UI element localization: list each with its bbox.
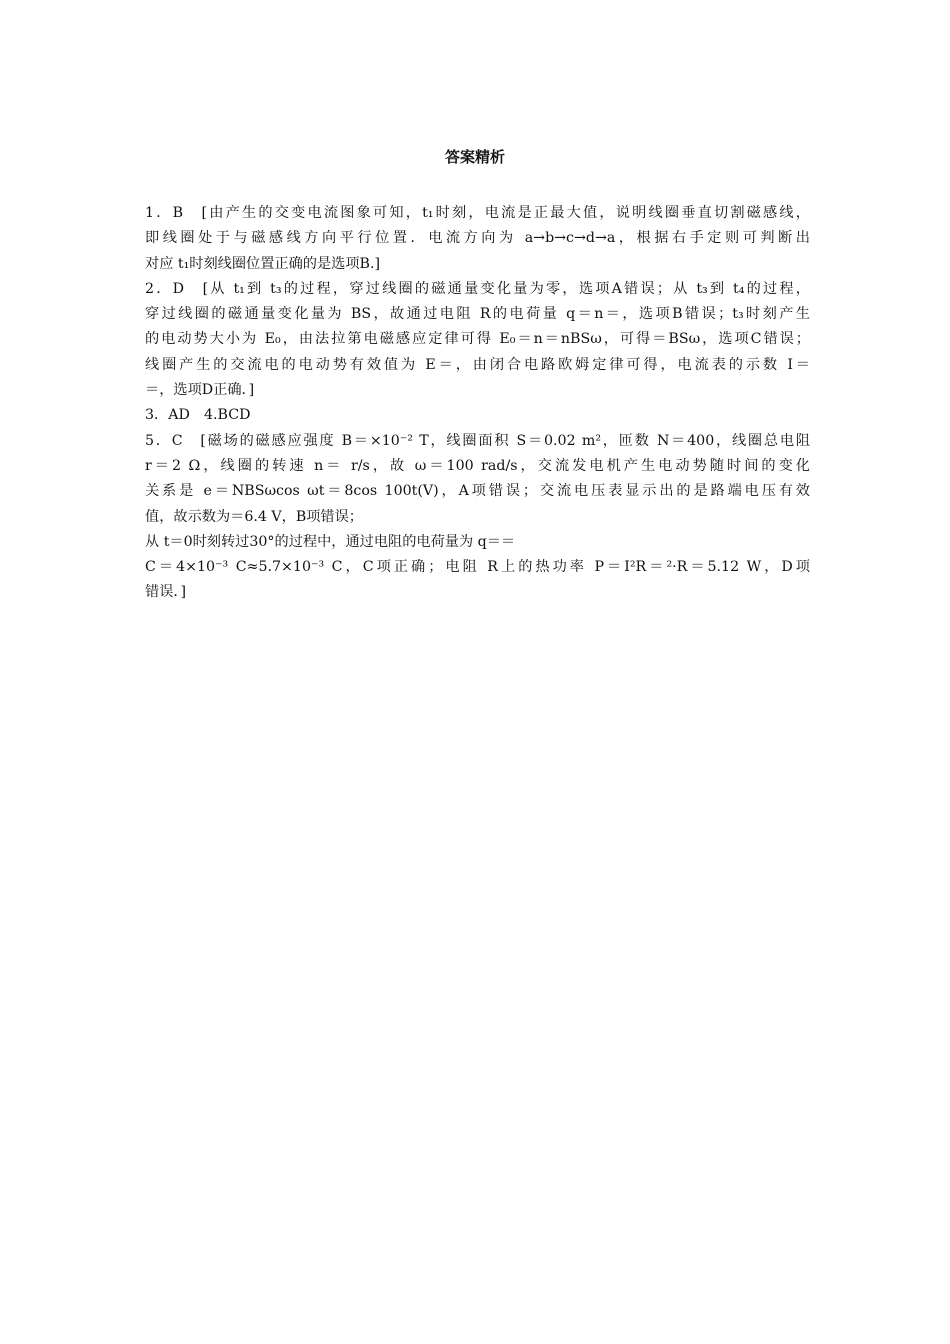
answer-line: 的电动势大小为 E₀，由法拉第电磁感应定律可得 E₀＝n＝nBSω，可得＝BSω，选项C错误； bbox=[145, 331, 810, 348]
answer-line: C＝4×10⁻³ C≈5.7×10⁻³ C，C项正确；电阻 R上的热功率 P＝I²R＝²·R＝5.12 W，D项 bbox=[145, 559, 810, 576]
answer-line: 5．C [磁场的磁感应强度 B＝×10⁻² T，线圈面积 S＝0.02 m²，匝数 N＝400，线圈总电阻 bbox=[145, 432, 810, 449]
answer-line: 关系是 e＝NBSωcos ωt＝8cos 100t(V)，A项错误；交流电压表显示出的是路端电压有效 bbox=[145, 483, 810, 500]
answer-line: r＝2 Ω，线圈的转速 n＝ r/s，故 ω＝100 rad/s，交流发电机产生电动势随时间的变化 bbox=[145, 457, 810, 474]
answer-line: 线圈产生的交流电的电动势有效值为 E＝，由闭合电路欧姆定律可得，电流表的示数 I＝ bbox=[145, 356, 810, 373]
answer-line: 1．B [由产生的交变电流图象可知，t₁时刻，电流是正最大值，说明线圈垂直切割磁感线， bbox=[145, 205, 810, 221]
page-title: 答案精析 bbox=[444, 148, 505, 166]
answer-line: 3．AD 4.BCD bbox=[145, 407, 251, 424]
answer-line: 值，故示数为＝6.4 V，B项错误； bbox=[145, 508, 363, 525]
answer-body bbox=[145, 201, 810, 606]
answer-line: 对应 t₁时刻线圈位置正确的是选项B.] bbox=[145, 255, 380, 272]
answer-line: 即线圈处于与磁感线方向平行位置．电流方向为 a→b→c→d→a，根据右手定则可判断出 bbox=[145, 230, 810, 247]
answer-line: 错误．] bbox=[145, 584, 186, 601]
answer-line: ＝，选项D正确．] bbox=[145, 382, 255, 399]
answer-line: 2．D [从 t₁到 t₃的过程，穿过线圈的磁通量变化量为零，选项A错误；从 t₃到 t₄的过程， bbox=[145, 280, 810, 297]
answer-line: 从 t＝0时刻转过30°的过程中，通过电阻的电荷量为 q＝＝ bbox=[145, 533, 516, 550]
answer-line: 穿过线圈的磁通量变化量为 BS，故通过电阻 R的电荷量 q＝n＝，选项B错误；t₃时刻产生 bbox=[145, 306, 810, 323]
